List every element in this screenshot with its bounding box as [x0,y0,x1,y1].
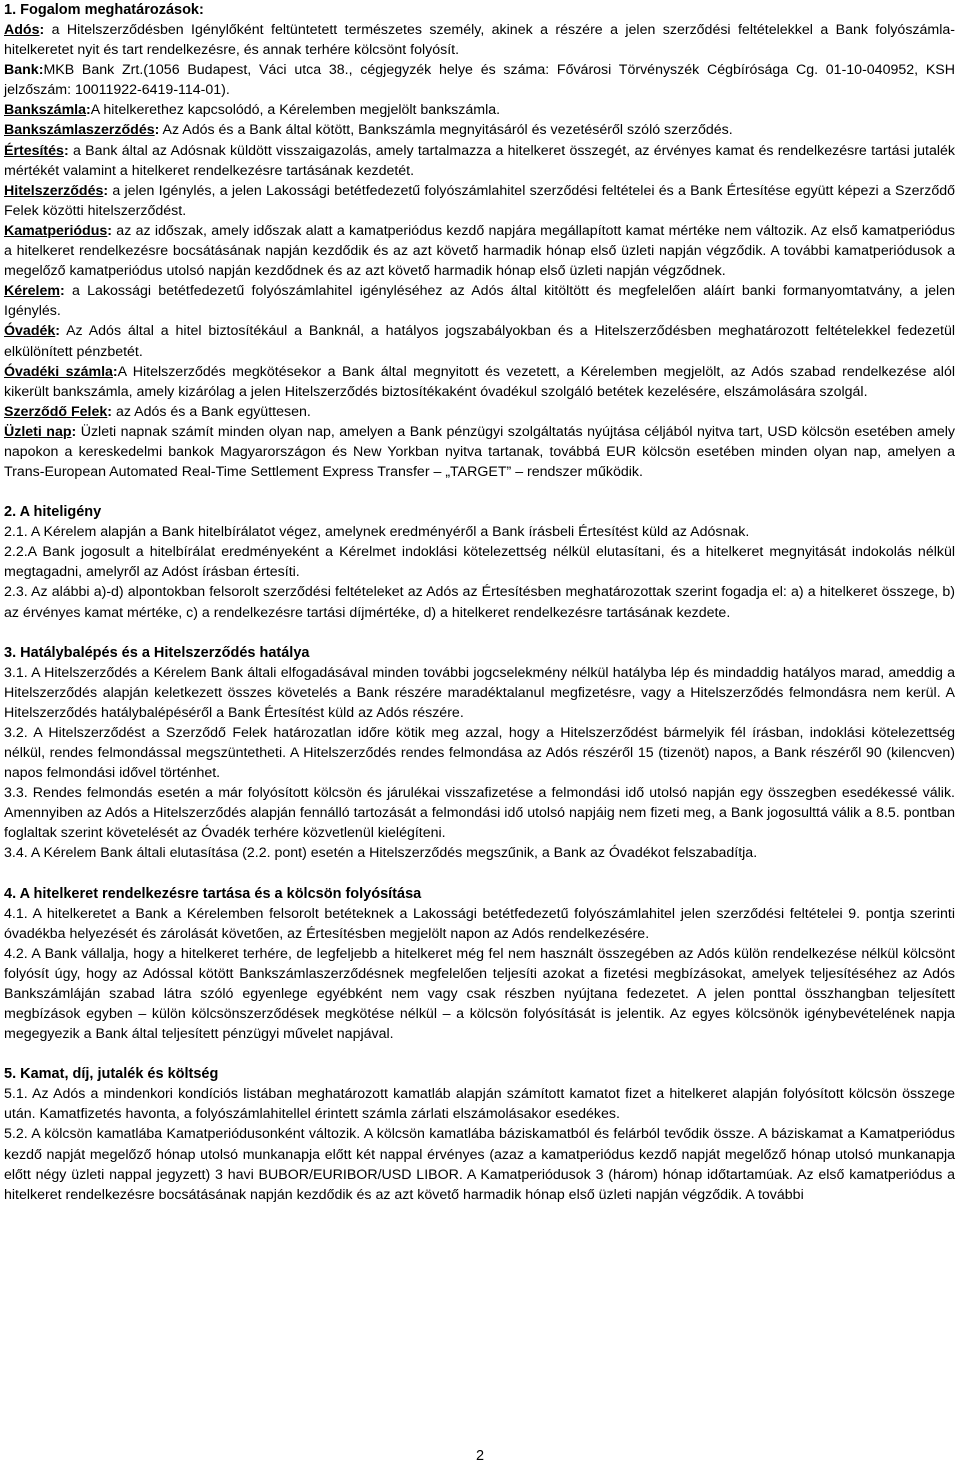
paragraph: 3.3. Rendes felmondás esetén a már folyósított kölcsön és járulékai visszafizetése a felmondási idő utolsó napján egy összegben esedékessé válik. Amennyiben az Adós a Hitelszerződés alapján fennálló tartozását a felmondási idő utolsó napjáig nem fizeti meg, a Bank jogosulttá válik a 8.5. pontban foglaltak szerint követelését az Óvadék terhére közvetlenül kielégíteni. [4,785,955,842]
paragraph: 2.2.A Bank jogosult a hitelbírálat eredményeként a Kérelmet indoklási kötelezettség nélkül elutasítani, és a hitelkeret megnyitását indokolás nélkül megtagadni, amelyről az Adóst írásban értesíti. [4,544,955,581]
page-number: 2 [475,1448,485,1464]
definition [4,20,955,60]
spacer [4,482,955,502]
paragraph: 4.1. A hitelkeretet a Bank a Kérelemben felsorolt betéteknek a Lakossági betétfedezetű folyószámlahitel jelen szerződési feltételei 9. pontja szerinti óvadékba helyezését és zárolását követően, az Értesítésben megjelölt napon az Adós rendelkezésére. [4,905,955,942]
definition-term: Bankszámlaszerződés [4,122,155,139]
definition-term: Adós [4,22,40,38]
paragraph: 3.4. A Kérelem Bank általi elutasítása (2.2. pont) esetén a Hitelszerződés megszűnik, a Bank az Óvadékot felszabadítja. [4,845,758,862]
section-heading: 4. A hitelkeret rendelkezésre tartása és a kölcsön folyósítása [4,885,422,902]
definition-text: Az Adós által a hitel biztosítékául a Banknál, a hatályos jogszabályokban és a Hitelszerződésben meghatározott feltételekkel fedezetül elkülönített pénzbetét. [4,323,955,360]
definition-separator: : [71,423,77,440]
definition-term: Értesítés [4,142,64,159]
definition-text: Üzleti napnak számít minden olyan nap, amelyen a Bank pénzügyi szolgáltatás nyújtása céljából nyitva tart, USD kölcsön esetében amely napokon a kereskedelmi bankok Magyarországon és New Yorkban nyitva tartanak, továbbá EUR kölcsön esetében minden olyan nap, amelyen a Trans-European Automated Real-Time Settlement Express Transfer – „TARGET” – rendszer működik. [4,423,955,481]
definition [4,181,955,221]
definition-separator: : [107,222,113,239]
definition-text: az Adós és a Bank együttesen. [112,403,311,420]
definition-text: Az Adós és a Bank által kötött, Bankszámla megnyitásáról és vezetéséről szóló szerződés. [159,122,733,139]
definition-text: a Lakossági betétfedezetű folyószámlahitel igényléséhez az Adós által kitöltött és megfelelően aláírt banki formanyomtatvány, a jelen Igénylés. [4,283,955,320]
spacer [4,623,955,643]
section-heading: 5. Kamat, díj, jutalék és költség [4,1066,219,1083]
definition-separator: : [55,323,60,340]
paragraph: 2.1. A Kérelem alapján a Bank hitelbírálatot végez, amelynek eredményéről a Bank írásbeli Értesítést küld az Adósnak. [4,524,750,541]
definition-term: Hitelszerződés [4,182,104,199]
definition-term: Bank [4,62,39,79]
paragraph: 3.2. A Hitelszerződést a Szerződő Felek határozatlan időre kötik meg azzal, hogy a Hitelszerződést bármelyik fél írásban, indoklási kötelezettség nélkül, rendes felmondással megszüntetheti. A Hitelszerződés rendes felmondása az Adós részéről 15 (tizenöt) napos, a Bank részéről 90 (kilencven) napos felmondási idővel történhet. [4,724,955,782]
definition-separator: : [86,102,91,119]
definition [4,422,955,482]
definition [4,402,955,422]
definition [4,120,955,140]
definition [4,100,955,120]
definition-separator: : [38,62,44,79]
definition [4,60,955,100]
definition-text: a Bank által az Adósnak küldött visszaigazolás, amely tartalmazza a hitelkeret összegét, az érvényes kamat és rendelkezésre tartási jutalék mértékét valamint a hitelkeret rendelkezésre tartásának kezdetét. [4,142,955,179]
definition-text: az az időszak, amely időszak alatt a kamatperiódus kezdő napjára megállapított kamat mértéke nem változik. Az első kamatperiódus a hitelkeret rendelkezésre bocsátásának napján kezdődik és az azt követő harmadik hónap első üzleti napján végződik. A további kamatperiódusok a megelőző kamatperiódus utolsó napján kezdődnek és az azt követő harmadik hónap első üzleti napján végződnek. [4,222,955,280]
section-heading: 3. Hatálybalépés és a Hitelszerződés hatálya [4,644,310,661]
definition-term: Kérelem [4,283,60,300]
definition-text: a Hitelszerződésben Igénylőként feltüntetett természetes személy, akinek a részére a jelen szerződési feltételekkel a Bank folyószámla-hitelkeretet nyit és tart rendelkezésre, és annak terhére kölcsönt folyósít. [4,22,955,59]
section-heading: 2. A hiteligény [4,504,102,521]
definition-separator: : [112,363,118,380]
definition [4,362,955,402]
definition-text: MKB Bank Zrt.(1056 Budapest, Váci utca 38., cégjegyzék helye és száma: Fővárosi Törvényszék Cégbírósága Cg. 01-10-040952, KSH jelzőszám: 10011922-6419-114-01). [4,62,955,99]
definition-separator: : [154,122,160,139]
definition-term: Bankszámla [4,102,87,119]
paragraph: 5.2. A kölcsön kamatlába Kamatperiódusonként változik. A kölcsön kamatlába báziskamatból és felárból tevődik össze. A báziskamat a Kamatperiódus kezdő napját megelőző hónap utolsó munkanapja előtt két nappal érvényes (azaz a kamatperiódus kezdő napját megelőző hónap utolsó munkanapja előtt négy üzleti nappal jegyzett) 3 havi BUBOR/EURIBOR/USD LIBOR. A Kamatperiódusok 3 (három) hónap időtartamúak. Az első kamatperiódus a hitelkeret rendelkezésre bocsátásának napján kezdődik és az azt követő harmadik hónap első üzleti napján végződik. A további [4,1126,955,1203]
definition [4,141,955,181]
document-page [4,0,955,1205]
definition-separator: : [39,22,45,38]
definition [4,221,955,281]
definition-separator: : [103,182,109,199]
spacer [4,1044,955,1064]
section-heading: 1. Fogalom meghatározások: [4,2,204,18]
definition [4,321,955,361]
definition-term: Szerződő Felek [4,403,108,420]
definition [4,281,955,321]
definition-term: Üzleti nap [4,423,72,440]
paragraph: 5.1. Az Adós a mindenkori kondíciós listában meghatározott kamatláb alapján számított kamatot fizet a hitelkeret alapján folyósított kölcsön összege után. Kamatfizetés havonta, a folyószámlahitellel érintett számla zárlati elszámolásakor esedékes. [4,1086,955,1123]
definition-term: Kamatperiódus [4,222,108,239]
paragraph: 4.2. A Bank vállalja, hogy a hitelkeret terhére, de legfeljebb a hitelkeret még fel nem használt összegében az Adós külön rendelkezése nélkül kölcsönt folyósít úgy, hogy az Adóssal kötött Bankszámlaszerződésnek megfelelően teljesíti azokat a fizetési megbízásokat, amelyek teljesítéséhez az Adós Bankszámláján szabad látra szóló egyenlege egyébként nem vagy csak részben nyújtana fedezetet. A jelen ponttal összhangban teljesített megbízások egyben – külön kölcsönszerződések megkötése nélkül – a kölcsön folyósítását is jelentik. Az egyes kölcsönök igénybevételének napja megegyezik a Bank által teljesített pénzügyi művelet napjával. [4,945,955,1043]
definition-text: A Hitelszerződés megkötésekor a Bank által megnyitott és vezetett, a Kérelemben megjelölt, az Adós szabad rendelkezése alól kikerült bankszámla, amely kizárólag a jelen Hitelszerződés biztosítékaként óvadékul szolgáló betétek kezelésére, elszámolására szolgál. [4,363,955,400]
definition-separator: : [63,142,69,159]
definition-separator: : [107,403,113,420]
definition-term: Óvadéki számla [4,363,113,380]
paragraph: 2.3. Az alábbi a)-d) alpontokban felsorolt szerződési feltételeket az Adós az Értesítésben meghatározottak szerint fogadja el: a) a hitelkeret összege, b) az érvényes kamat mértéke, c) a rendelkezésre tartási díjmértéke, d) a hitelkeret rendelkezésre tartásának kezdete. [4,584,955,621]
paragraph: 3.1. A Hitelszerződés a Kérelem Bank általi elfogadásával minden további jogcselekmény nélkül hatályba lép és mindaddig hatályos marad, ameddig a Hitelszerződés alapján keletkezett összes követelés a Bank részére maradéktalanul megfizetésre, vagy a Hitelszerződés felmondásra nem kerül. A Hitelszerződés hatálybalépéséről a Bank Értesítést küld az Adós részére. [4,664,955,721]
definition-text: a jelen Igénylés, a jelen Lakossági betétfedezetű folyószámlahitel szerződési feltételei és a Bank Értesítése együtt képezi a Szerződő Felek közötti hitelszerződést. [4,182,955,219]
definition-term: Óvadék [4,323,56,340]
definition-separator: : [60,283,65,300]
definition-text: A hitelkerethez kapcsolódó, a Kérelemben megjelölt bankszámla. [90,102,501,119]
spacer [4,864,955,884]
